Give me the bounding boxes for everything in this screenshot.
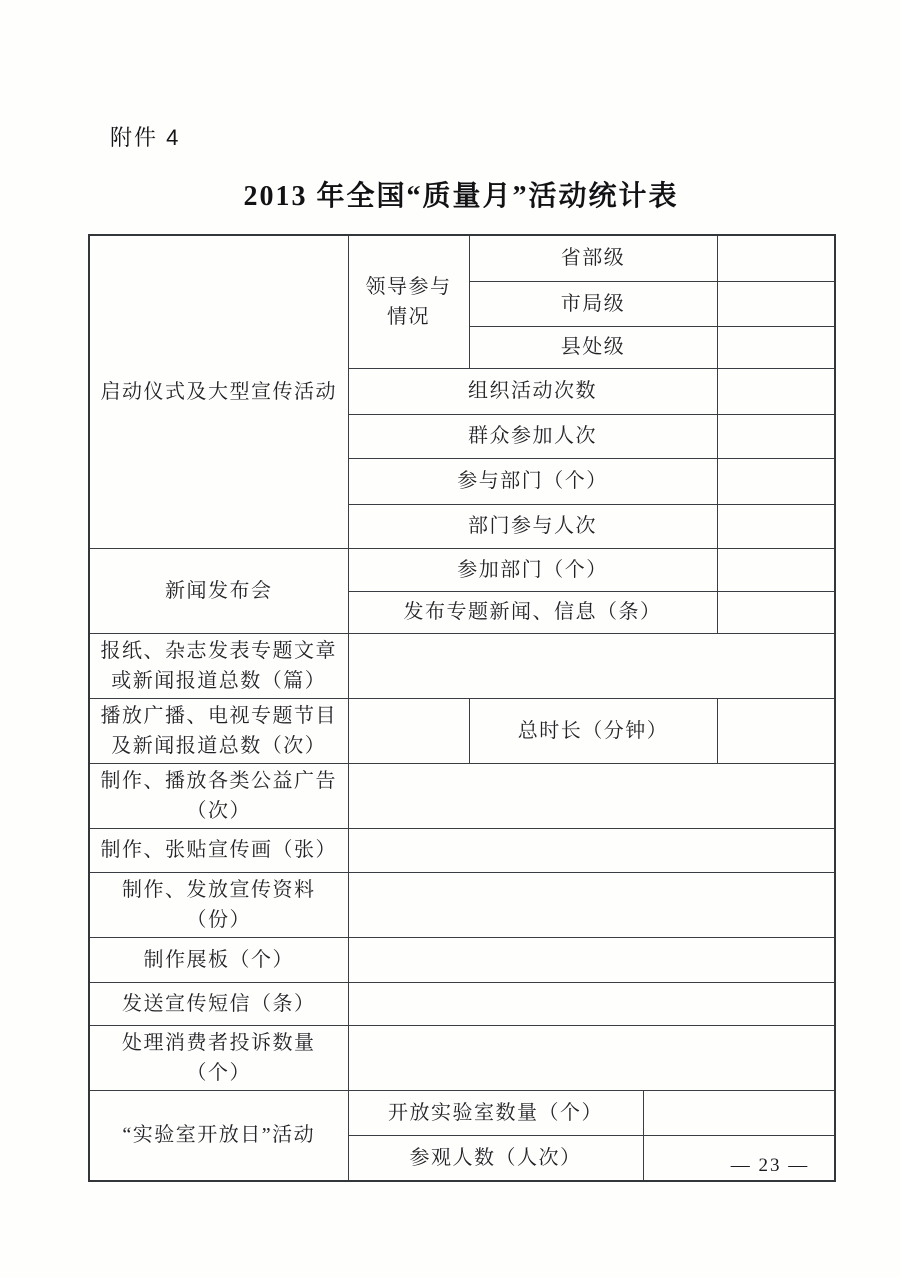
value-cell-participating-departments (717, 458, 835, 504)
value-cell-city-level (717, 281, 835, 326)
value-cell-activity-count (717, 368, 835, 414)
value-cell-complaints (348, 1025, 835, 1090)
table-row (89, 633, 835, 698)
row-label-mass-participation: 群众参加人次 (348, 414, 717, 458)
row-label-city-level: 市局级 (469, 281, 717, 326)
value-cell-display-boards (348, 937, 835, 982)
value-cell-news-released (717, 591, 835, 633)
value-cell-posters (348, 828, 835, 872)
row-label-attending-departments: 参加部门（个） (348, 548, 717, 591)
row-label-news-released: 发布专题新闻、信息（条） (348, 591, 717, 633)
row-label-sms: 发送宣传短信（条） (89, 982, 348, 1025)
value-cell-psa-ads (348, 763, 835, 828)
row-label-broadcast-programs: 播放广播、电视专题节目及新闻报道总数（次） (89, 698, 348, 763)
value-cell-county-level (717, 326, 835, 368)
table-row (89, 937, 835, 982)
table-row (89, 548, 835, 591)
quality-month-statistics-table (88, 234, 836, 1182)
value-cell-department-participation (717, 504, 835, 548)
value-cell-sms (348, 982, 835, 1025)
leader-participation-line1: 领导参与 (365, 275, 452, 298)
row-label-county-level: 县处级 (469, 326, 717, 368)
row-label-participating-departments: 参与部门（个） (348, 458, 717, 504)
value-cell-materials (348, 872, 835, 937)
row-label-activity-count: 组织活动次数 (348, 368, 717, 414)
row-label-visitors: 参观人数（人次） (348, 1135, 643, 1181)
row-label-materials: 制作、发放宣传资料（份） (89, 872, 348, 937)
section-lab-open-day: “实验室开放日”活动 (89, 1090, 348, 1181)
row-label-psa-ads: 制作、播放各类公益广告（次） (89, 763, 348, 828)
row-label-department-participation: 部门参与人次 (348, 504, 717, 548)
value-cell-mass-participation (717, 414, 835, 458)
row-label-posters: 制作、张贴宣传画（张） (89, 828, 348, 872)
row-label-complaints: 处理消费者投诉数量（个） (89, 1025, 348, 1090)
page-number: — 23 — (730, 1155, 810, 1176)
table-row (89, 828, 835, 872)
value-cell-open-labs (643, 1090, 835, 1135)
page-title: 2013 年全国“质量月”活动统计表 (243, 181, 679, 212)
value-cell-total-duration (717, 698, 835, 763)
row-label-open-labs: 开放实验室数量（个） (348, 1090, 643, 1135)
table-row (89, 1090, 835, 1135)
value-cell-broadcast-programs (348, 698, 469, 763)
row-label-total-duration: 总时长（分钟） (469, 698, 717, 763)
row-label-display-boards: 制作展板（个） (89, 937, 348, 982)
attachment-label: 附件 4 (110, 125, 181, 150)
section-launch-ceremony: 启动仪式及大型宣传活动 (89, 235, 348, 548)
table-row (89, 872, 835, 937)
table-row (89, 982, 835, 1025)
table-row (89, 235, 835, 281)
value-cell-province-level (717, 235, 835, 281)
row-label-province-level: 省部级 (469, 235, 717, 281)
table-row (89, 763, 835, 828)
leader-participation-line2: 情况 (387, 305, 430, 328)
leader-participation-group (348, 235, 469, 368)
value-cell-articles-published (348, 633, 835, 698)
row-label-articles-published: 报纸、杂志发表专题文章或新闻报道总数（篇） (89, 633, 348, 698)
value-cell-attending-departments (717, 548, 835, 591)
section-press-conference: 新闻发布会 (89, 548, 348, 633)
table-row (89, 1025, 835, 1090)
table-row (89, 698, 835, 763)
